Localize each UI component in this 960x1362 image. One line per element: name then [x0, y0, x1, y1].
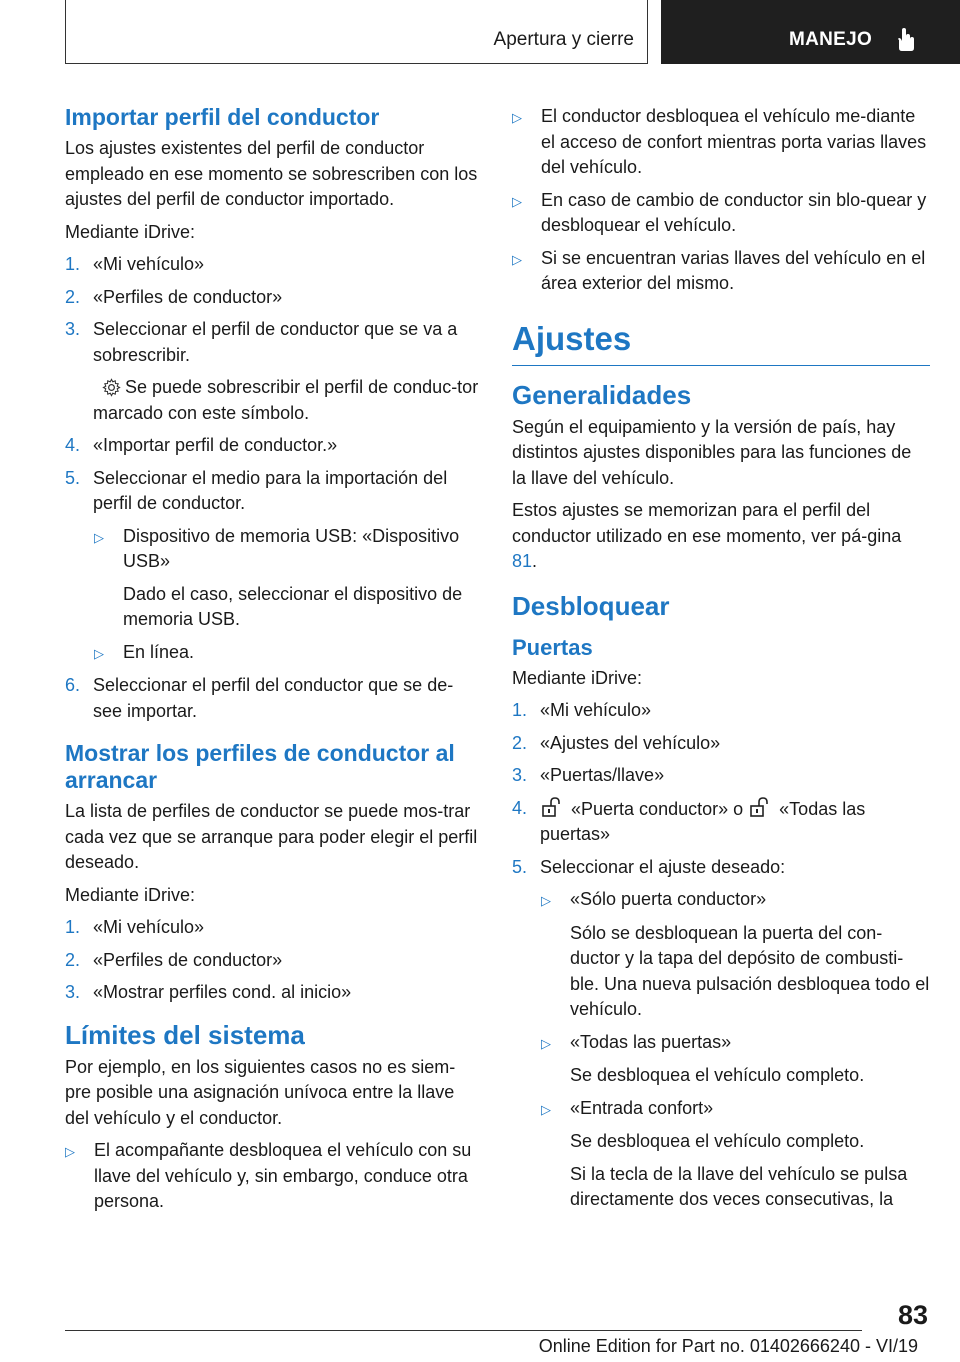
list-item: 2. «Perfiles de conductor» [65, 949, 283, 970]
list-item: 3. Seleccionar el perfil de conductor que se va a sobrescribir. [65, 319, 458, 365]
heading-show-profiles: Mostrar los perfiles de conductor al arrancar [65, 740, 455, 793]
usb-note: Dado el caso, seleccionar el dispositivo de memoria USB. [123, 583, 463, 629]
paragraph-via-idrive: Mediante iDrive: [512, 667, 643, 688]
option-description: Se desbloquea el vehículo completo. [570, 1065, 865, 1085]
bullet-item: ▷ Dispositivo de memoria USB: «Dispositivo USB» [94, 524, 480, 575]
left-column [65, 98, 480, 1222]
right-column [512, 104, 930, 1220]
heading-general: Generalidades [512, 379, 692, 410]
triangle-bullet-icon: ▷ [94, 529, 104, 545]
list-item: 5. Seleccionar el ajuste deseado: [512, 856, 786, 877]
paragraph-show: La lista de perfiles de conductor se puede mos-trar cada vez que se arranque para poder elegir el perfil deseado. [65, 801, 478, 872]
list-item: 3. «Puertas/llave» [512, 765, 665, 785]
footer-edition: Online Edition for Part no. 01402666240 - VI/19 [538, 1336, 918, 1356]
unlock-icon [748, 796, 774, 818]
bullet-item: ▷ «Todas las puertas» [541, 1030, 930, 1057]
list-item: 2. «Perfiles de conductor» [65, 286, 283, 307]
bullet-item: ▷ En caso de cambio de conductor sin blo-quear y desbloquear el vehículo. [512, 188, 930, 239]
footer-divider [65, 1330, 862, 1331]
list-item: 3. «Mostrar perfiles cond. al inicio» [65, 982, 352, 1002]
header-chapter-title: MANEJO [789, 29, 873, 50]
list-item: 4. «Importar perfil de conductor.» [65, 435, 338, 455]
option-description: Se desbloquea el vehículo completo. [570, 1131, 865, 1151]
paragraph-general: Según el equipamiento y la versión de país, hay distintos ajustes disponibles para las funciones de la llave del vehículo. [512, 416, 912, 488]
gear-icon [102, 378, 121, 397]
note-overwrite: Se puede sobrescribir el perfil de conduc-tor marcado con este símbolo. [93, 377, 479, 423]
header-section-tab [65, 0, 648, 64]
list-item: 1. «Mi vehículo» [512, 700, 652, 720]
bullet-item: ▷ El conductor desbloquea el vehículo me-diante el acceso de confort mientras porta varias llaves del vehículo. [512, 104, 930, 181]
list-item: 2. «Ajustes del vehículo» [512, 732, 721, 753]
paragraph-memorize: Estos ajustes se memorizan para el perfil del conductor utilizado en ese momento, ver pá-gina 81. [512, 500, 902, 571]
hand-pointer-icon [893, 27, 919, 53]
paragraph-limits: Por ejemplo, en los siguientes casos no es siem-pre posible una asignación unívoca entre la llave del vehículo y el conductor. [65, 1056, 456, 1128]
option-description: Sólo se desbloquean la puerta del con-ductor y la tapa del depósito de combusti-ble. Una nueva pulsación desbloquea todo el vehículo. [570, 922, 930, 1019]
list-item: 4. «Puerta conductor» o «Todas las puertas» [512, 797, 866, 844]
heading-system-limits: Límites del sistema [65, 1019, 305, 1050]
heading-doors: Puertas [512, 634, 593, 660]
paragraph-import: Los ajustes existentes del perfil de conductor empleado en ese momento se sobrescriben con los ajustes del perfil de conductor importado. [65, 138, 478, 209]
list-item: 1. «Mi vehículo» [65, 254, 205, 274]
list-item: 6. Seleccionar el perfil del conductor que se de-see importar. [65, 675, 454, 721]
triangle-bullet-icon: ▷ [512, 110, 522, 125]
heading-settings: Ajustes [512, 319, 930, 366]
list-item: 5. Seleccionar el medio para la importación del perfil de conductor. [65, 467, 448, 513]
triangle-bullet-icon: ▷ [65, 1144, 75, 1159]
triangle-bullet-icon: ▷ [94, 645, 104, 661]
triangle-bullet-icon: ▷ [541, 1035, 551, 1051]
header-section-title: Apertura y cierre [493, 29, 634, 50]
triangle-bullet-icon: ▷ [541, 893, 551, 908]
heading-unlock: Desbloquear [512, 590, 670, 621]
triangle-bullet-icon: ▷ [512, 251, 522, 267]
triangle-bullet-icon: ▷ [541, 1101, 551, 1117]
page-number: 83 [897, 1300, 928, 1330]
bullet-item: ▷ «Sólo puerta conductor» [541, 887, 930, 914]
paragraph-via-idrive: Mediante iDrive: [65, 221, 196, 242]
page-reference-link[interactable]: 81 [512, 551, 533, 571]
option-description: Si la tecla de la llave del vehículo se pulsa directamente dos veces consecutivas, la [570, 1163, 908, 1209]
bullet-item: ▷ Si se encuentran varias llaves del vehículo en el área exterior del mismo. [512, 246, 930, 297]
heading-import-profile: Importar perfil del conductor [65, 104, 380, 130]
bullet-item: ▷ El acompañante desbloquea el vehículo con su llave del vehículo y, sin embargo, conduce otra persona. [65, 1138, 480, 1215]
paragraph-via-idrive: Mediante iDrive: [65, 884, 196, 905]
bullet-item: ▷ En línea. [94, 640, 480, 667]
list-item: 1. «Mi vehículo» [65, 917, 205, 937]
unlock-icon [540, 796, 566, 818]
triangle-bullet-icon: ▷ [512, 193, 522, 209]
bullet-item: ▷ «Entrada confort» [541, 1096, 930, 1123]
